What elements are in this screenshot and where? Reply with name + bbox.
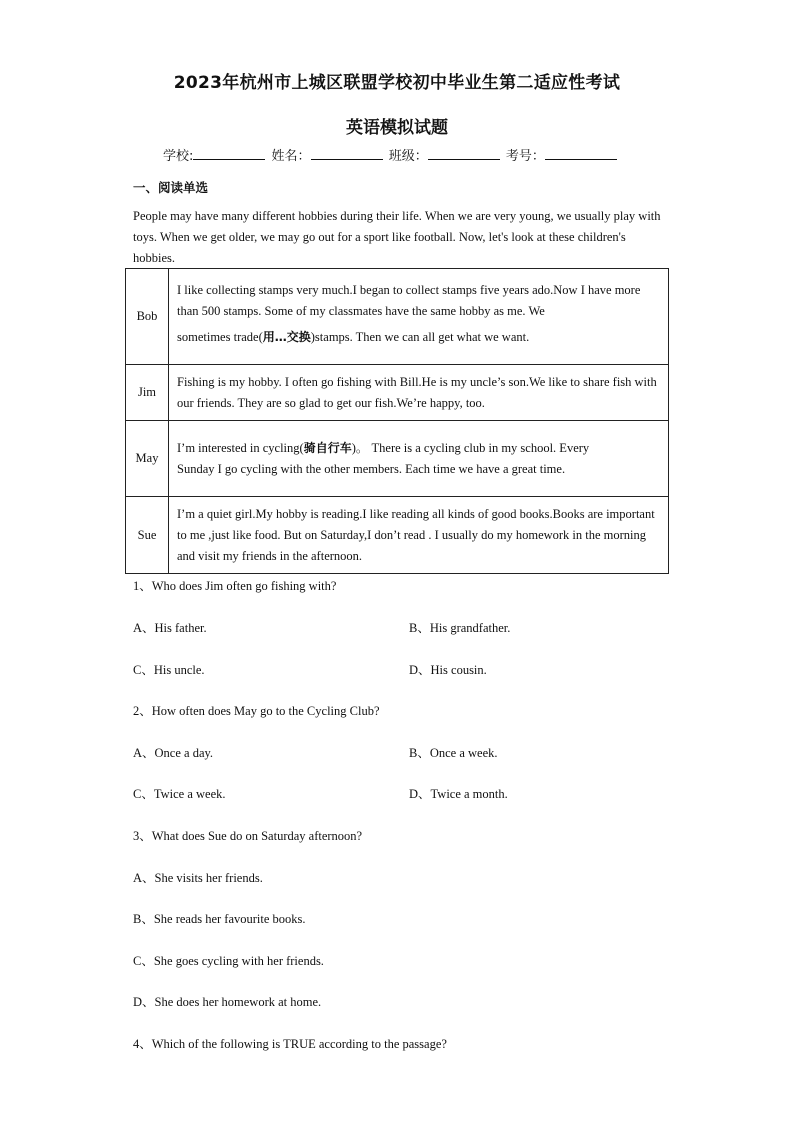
reading-intro: People may have many different hobbies during their life. When we are very young, we usually play with toys. When we get older, we may go out for a sport like football. Now, let's look at these children's hobbies. xyxy=(133,209,661,265)
question-1-option-c[interactable]: C、His uncle. xyxy=(133,663,205,677)
question-2-option-b[interactable]: B、Once a week. xyxy=(409,746,498,760)
student-info-line xyxy=(163,145,619,164)
hobby-text-line xyxy=(177,330,529,344)
chinese-gloss: 用…交换 xyxy=(262,330,311,344)
table-row xyxy=(126,421,669,497)
section-heading: 一、阅读单选 xyxy=(133,180,209,195)
table-row xyxy=(126,269,669,365)
child-hobby-text xyxy=(169,421,669,497)
child-hobby-text: I’m a quiet girl.My hobby is reading.I like reading all kinds of good books.Books are important to me ,just like food. But on Saturday,I don’t read . I usually do my homework in the morning and visit my friends in the afternoon. xyxy=(169,497,669,574)
question-3-option-b[interactable]: B、She reads her favourite books. xyxy=(133,912,306,926)
text-segment: sometimes trade( xyxy=(177,330,263,344)
child-name: Jim xyxy=(126,365,169,421)
question-2-option-d[interactable]: D、Twice a month. xyxy=(409,787,508,801)
question-2-option-c[interactable]: C、Twice a week. xyxy=(133,787,226,801)
exam-number-blank xyxy=(545,147,617,160)
name-label: 姓名： xyxy=(271,149,311,164)
exam-subtitle: 英语模拟试题 xyxy=(346,118,448,138)
hobby-text-line: I like collecting stamps very much.I began to collect stamps five years ado.Now I have more than 500 stamps. Some of my classmates have the same hobby as me. We xyxy=(177,283,641,318)
child-hobby-text xyxy=(169,269,669,365)
table-row xyxy=(126,497,669,574)
school-label: 学校: xyxy=(163,149,194,164)
hobby-text-line: Sunday I go cycling with the other members. Each time we have a great time. xyxy=(177,461,566,476)
question-2-stem: 2、How often does May go to the Cycling Club? xyxy=(133,704,380,718)
question-2-option-a[interactable]: A、Once a day. xyxy=(133,746,214,760)
question-1-option-a[interactable]: A、His father. xyxy=(133,621,207,635)
question-4-stem: 4、Which of the following is TRUE according to the passage? xyxy=(133,1037,447,1051)
hobbies-table xyxy=(125,268,669,574)
child-name: May xyxy=(126,421,169,497)
text-segment: )。 There is a cycling club in my school. Every xyxy=(351,440,590,455)
exam-title: 2023年杭州市上城区联盟学校初中毕业生第二适应性考试 xyxy=(173,73,621,93)
question-3-option-c[interactable]: C、She goes cycling with her friends. xyxy=(133,954,324,968)
question-3-option-d[interactable]: D、She does her homework at home. xyxy=(133,995,322,1009)
child-name: Sue xyxy=(126,497,169,574)
question-1-option-d[interactable]: D、His cousin. xyxy=(409,663,487,677)
chinese-gloss: 骑自行车 xyxy=(303,440,352,455)
child-name: Bob xyxy=(126,269,169,365)
text-segment: )stamps. Then we can all get what we want. xyxy=(310,330,530,344)
child-hobby-text: Fishing is my hobby. I often go fishing with Bill.He is my uncle’s son.We like to share fish with our friends. They are so glad to get our fish.We’re happy, too. xyxy=(169,365,669,421)
table-row xyxy=(126,365,669,421)
class-label: 班级： xyxy=(388,149,428,164)
question-1-stem: 1、Who does Jim often go fishing with? xyxy=(133,579,337,593)
exam-number-label: 考号： xyxy=(505,149,545,164)
question-3-stem: 3、What does Sue do on Saturday afternoon? xyxy=(133,829,363,843)
name-blank xyxy=(311,147,383,160)
text-segment: I’m interested in cycling( xyxy=(177,440,304,455)
class-blank xyxy=(428,147,500,160)
question-3-option-a[interactable]: A、She visits her friends. xyxy=(133,871,263,885)
question-1-option-b[interactable]: B、His grandfather. xyxy=(409,621,511,635)
school-blank xyxy=(193,147,265,160)
